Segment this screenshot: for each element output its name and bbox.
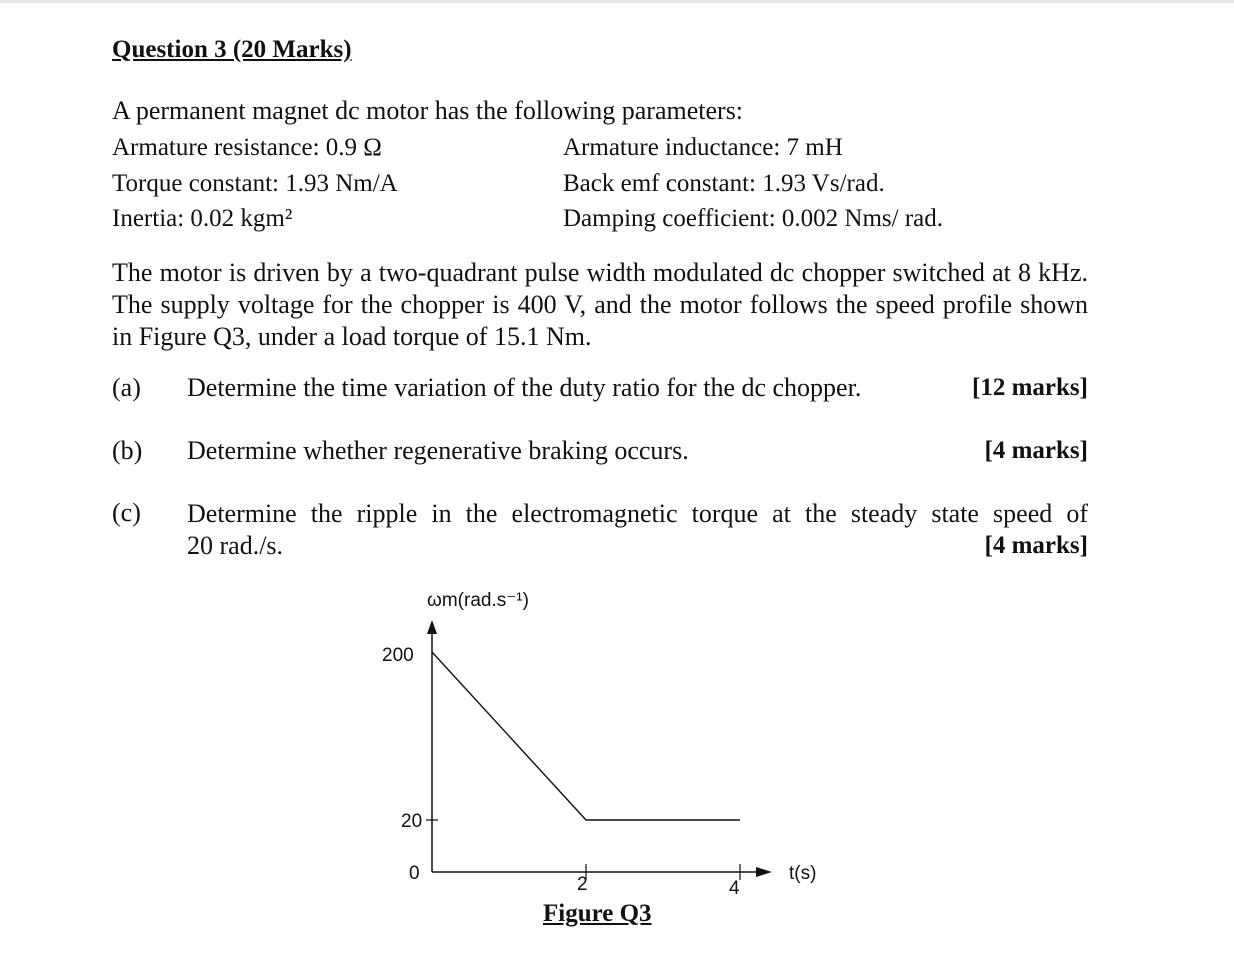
part-b-label: (b) (112, 436, 143, 465)
speed-profile-line (432, 652, 740, 820)
part-a-label: (a) (112, 373, 141, 402)
x-tick-label-0: 0 (409, 863, 420, 884)
intro-text: A permanent magnet dc motor has the following parameters: (112, 96, 744, 125)
param-inertia: Inertia: 0.02 kgm² (112, 205, 293, 232)
x-tick-label-4: 4 (729, 878, 740, 899)
question-title: Question 3 (20 Marks) (112, 36, 352, 63)
part-a-text: Determine the time variation of the duty ratio for the dc chopper. (187, 373, 862, 402)
y-axis-arrow (427, 620, 437, 634)
x-axis-arrow (756, 867, 772, 877)
part-b-text: Determine whether regenerative braking occurs. (187, 436, 689, 465)
part-c-label: (c) (112, 498, 141, 527)
x-tick-label-2: 2 (577, 874, 588, 895)
y-tick-label-200: 200 (382, 645, 414, 666)
param-back-emf-constant: Back emf constant: 1.93 Vs/rad. (563, 170, 885, 197)
description-paragraph: The motor is driven by a two-quadrant pulse width modulated dc chopper switched at 8 kHz. The supply voltage for the chopper is 400 V, and the motor follows the speed profile shown in Figure Q3, under a load torque of 15.1 Nm. (112, 258, 1088, 351)
param-damping-coefficient: Damping coefficient: 0.002 Nms/ rad. (563, 205, 944, 232)
param-torque-constant: Torque constant: 1.93 Nm/A (112, 170, 398, 197)
figure-caption: Figure Q3 (543, 900, 652, 927)
part-c-marks: [4 marks] (984, 532, 1088, 559)
part-a-marks: [12 marks] (972, 374, 1088, 401)
y-tick-label-20: 20 (401, 811, 423, 832)
y-axis-label: ωm(rad.s⁻¹) (427, 590, 529, 611)
part-c-text-line2: 20 rad./s. (187, 531, 284, 560)
param-armature-resistance: Armature resistance: 0.9 Ω (112, 134, 382, 161)
part-c-text-line1: Determine the ripple in the electromagnetic torque at the steady state speed of (187, 499, 1088, 528)
param-armature-inductance: Armature inductance: 7 mH (563, 134, 843, 161)
part-b-marks: [4 marks] (984, 437, 1088, 464)
x-axis-label: t(s) (789, 863, 817, 884)
